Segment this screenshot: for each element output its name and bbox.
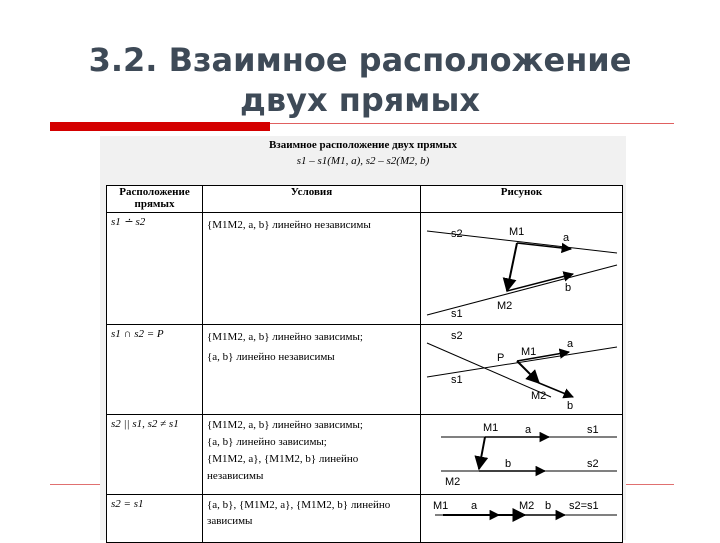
row3-label-s2: s2 (587, 458, 599, 470)
header-relation: Расположение прямых (107, 186, 203, 213)
relations-table (106, 185, 623, 543)
row4-condition-2: зависимы (207, 515, 253, 527)
row1-relation: s1 ∸ s2 (111, 216, 146, 228)
row2-vector-m1m2 (517, 361, 539, 383)
table-row (107, 213, 623, 325)
row4-label-s2s1: s2=s1 (569, 500, 599, 512)
row2-label-m2: M2 (531, 390, 547, 402)
table-row (107, 325, 623, 415)
title-red-bar (50, 122, 270, 131)
slide-title (60, 40, 660, 120)
row3-condition-3: {M1M2, a}, {M1M2, b} линейно (207, 453, 359, 465)
row3-conditions (203, 415, 420, 487)
row2-label-m1: M1 (521, 346, 537, 358)
row1-figure (421, 213, 623, 321)
slide-title-line1: 3.2. Взаимное расположение (88, 41, 632, 79)
panel-heading: Взаимное расположение двух прямых (268, 139, 458, 151)
row2-relation: s1 ∩ s2 = P (111, 328, 164, 340)
row4-figure (421, 495, 623, 539)
row1-label-s2: s2 (451, 228, 463, 240)
row3-relation: s2 || s1, s2 ≠ s1 (111, 418, 179, 430)
row1-conditions (203, 213, 420, 237)
row1-label-m1: M1 (509, 226, 525, 238)
row4-relation: s2 = s1 (111, 498, 144, 510)
row2-label-p: P (497, 352, 505, 364)
header-conditions: Условия (203, 186, 421, 213)
table-row (107, 495, 623, 543)
row2-label-s1: s1 (451, 374, 463, 386)
row1-vector-b (507, 274, 573, 291)
row4-label-m1: M1 (433, 500, 449, 512)
content-panel (100, 136, 626, 540)
row2-label-a: a (567, 338, 574, 350)
row3-condition-4: независимы (207, 470, 264, 482)
row3-vector-m1m2 (479, 437, 485, 469)
row4-label-a: a (471, 500, 478, 512)
header-figure: Рисунок (421, 186, 623, 213)
row3-condition-2: {a, b} линейно зависимы; (207, 436, 327, 448)
row4-condition-1: {a, b}, {M1M2, a}, {M1M2, b} линейно (207, 499, 391, 511)
row4-conditions (203, 495, 420, 531)
row1-label-a: a (563, 232, 570, 244)
row4-label-b: b (545, 500, 552, 512)
title-underline (270, 123, 674, 124)
row1-label-s1: s1 (451, 308, 463, 320)
row3-label-m2: M2 (445, 476, 461, 488)
row2-label-b: b (567, 400, 574, 411)
table-row (107, 415, 623, 495)
decor-line-left (50, 484, 100, 485)
row3-label-m1: M1 (483, 422, 499, 434)
row2-figure (421, 325, 623, 411)
row1-condition: {M1M2, a, b} линейно независимы (207, 219, 371, 231)
row3-label-b: b (505, 458, 512, 470)
row2-condition-2: {a, b} линейно независимы (207, 351, 335, 363)
panel-formula-text: s1 – s1(M1, a), s2 – s2(M2, b) (296, 155, 430, 167)
row2-conditions (203, 325, 420, 369)
row1-label-b: b (565, 282, 572, 294)
row3-label-s1: s1 (587, 424, 599, 436)
row3-figure (421, 415, 623, 491)
row3-condition-1: {M1M2, a, b} линейно зависимы; (207, 419, 363, 431)
row1-vector-m1m2 (507, 243, 517, 291)
slide-title-line2: двух прямых (239, 81, 481, 119)
table-header-row (107, 186, 623, 213)
decor-line-right (626, 484, 674, 485)
row4-label-m2: M2 (519, 500, 535, 512)
row1-label-m2: M2 (497, 300, 513, 312)
panel-formula (100, 155, 626, 167)
row2-label-s2: s2 (451, 330, 463, 342)
row3-label-a: a (525, 424, 532, 436)
row2-condition-1: {M1M2, a, b} линейно зависимы; (207, 331, 363, 343)
